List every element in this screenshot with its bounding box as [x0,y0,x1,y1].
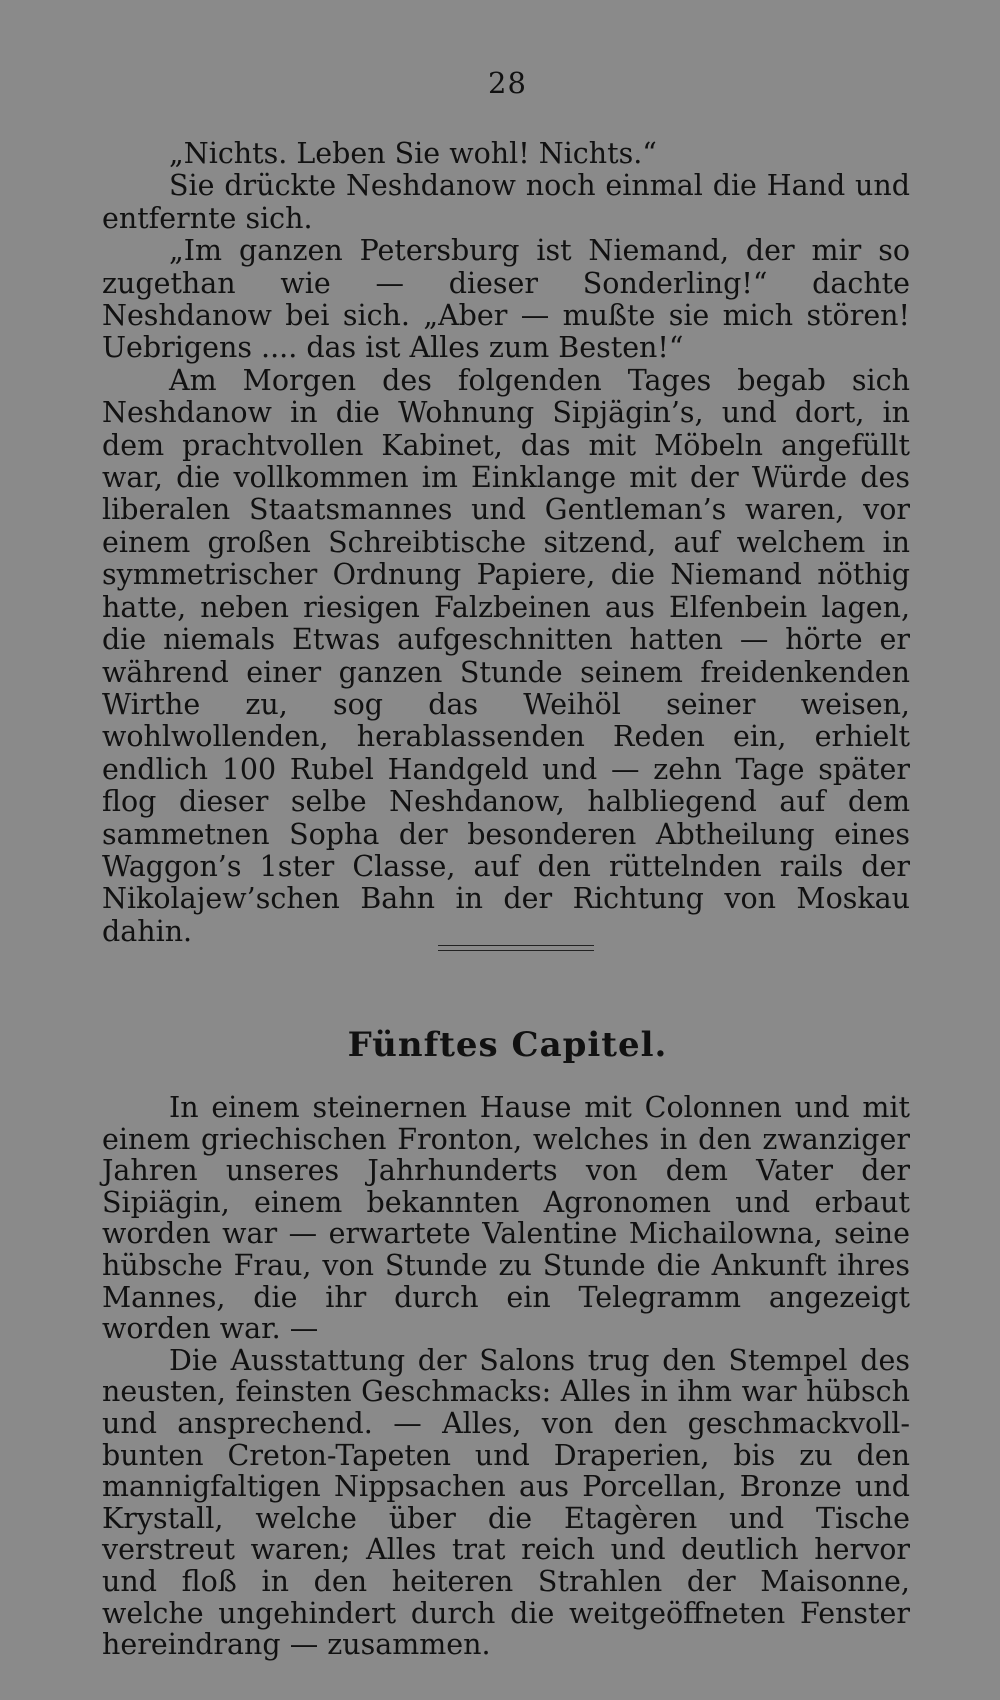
paragraph: „Nichts. Leben Sie wohl! Nichts.“ [169,137,657,170]
paragraph: Die Ausstattung der Salons trug den Stempel des neusten, feinsten Geschmacks: Alles in ihm war hübsch und ansprechend. — Alles, von den geschmackvoll-bunten Creton-Tapeten und Draperien, bis zu den mannigfaltigen Nippsachen aus Porcellan, Bronze und Krystall, welche über die Etagèren und Tische verstreut waren; Alles trat reich und deutlich hervor und floß in den heiteren Strahlen der Maisonne, welche ungehindert durch die weitgeöffneten Fenster hereindrang — zusammen. [102,1343,910,1662]
chapter-heading: Fünftes Capitel. [347,1025,668,1065]
paragraph: In einem steinernen Hause mit Colonnen und mit einem griechischen Fronton, welches in den zwanziger Jahren unseres Jahrhunderts von dem Vater der Sipiägin, einem bekannten Agronomen und erbaut worden war — erwartete Valentine Michailowna, seine hübsche Frau, von Stunde zu Stunde die Ankunft ihres Mannes, die ihr durch ein Telegramm angezeigt worden war. — [102,1091,910,1346]
chapter-end-text [102,138,910,948]
section-divider [438,945,594,951]
paragraph: „Im ganzen Petersburg ist Niemand, der mir so zugethan wie — dieser Sonderling!“ dachte Neshdanow bei sich. „Aber — mußte sie mich stören! Uebrigens .... das ist Alles zum Besten!“ [102,234,910,365]
paragraph: Am Morgen des folgenden Tages begab sich Neshdanow in die Wohnung Sipjägin’s, und dort, in dem prachtvollen Kabinet, das mit Möbeln angefüllt war, die vollkommen im Einklange mit der Würde des liberalen Staatsmannes und Gentleman’s waren, vor einem großen Schreibtische sitzend, auf welchem in symmetrischer Ordnung Papiere, die Niemand nöthig hatte, neben riesigen Falzbeinen aus Elfenbein lagen, die niemals Etwas aufgeschnitten hatten — hörte er während einer ganzen Stunde seinem freidenkenden Wirthe zu, sog das Weihöl seiner weisen, wohlwollenden, herablassenden Reden ein, erhielt endlich 100 Rubel Handgeld und — zehn Tage später flog dieser selbe Neshdanow, halbliegend auf dem sammetnen Sopha der besonderen Abtheilung eines Waggon’s 1ster Classe, auf den rüttelnden rails der Nikolajew’schen Bahn in der Richtung von Moskau dahin. [102,363,910,948]
paragraph: Sie drückte Neshdanow noch einmal die Hand und entfernte sich. [102,169,910,235]
chapter-body-text [102,1092,910,1661]
page-number: 28 [488,66,527,100]
